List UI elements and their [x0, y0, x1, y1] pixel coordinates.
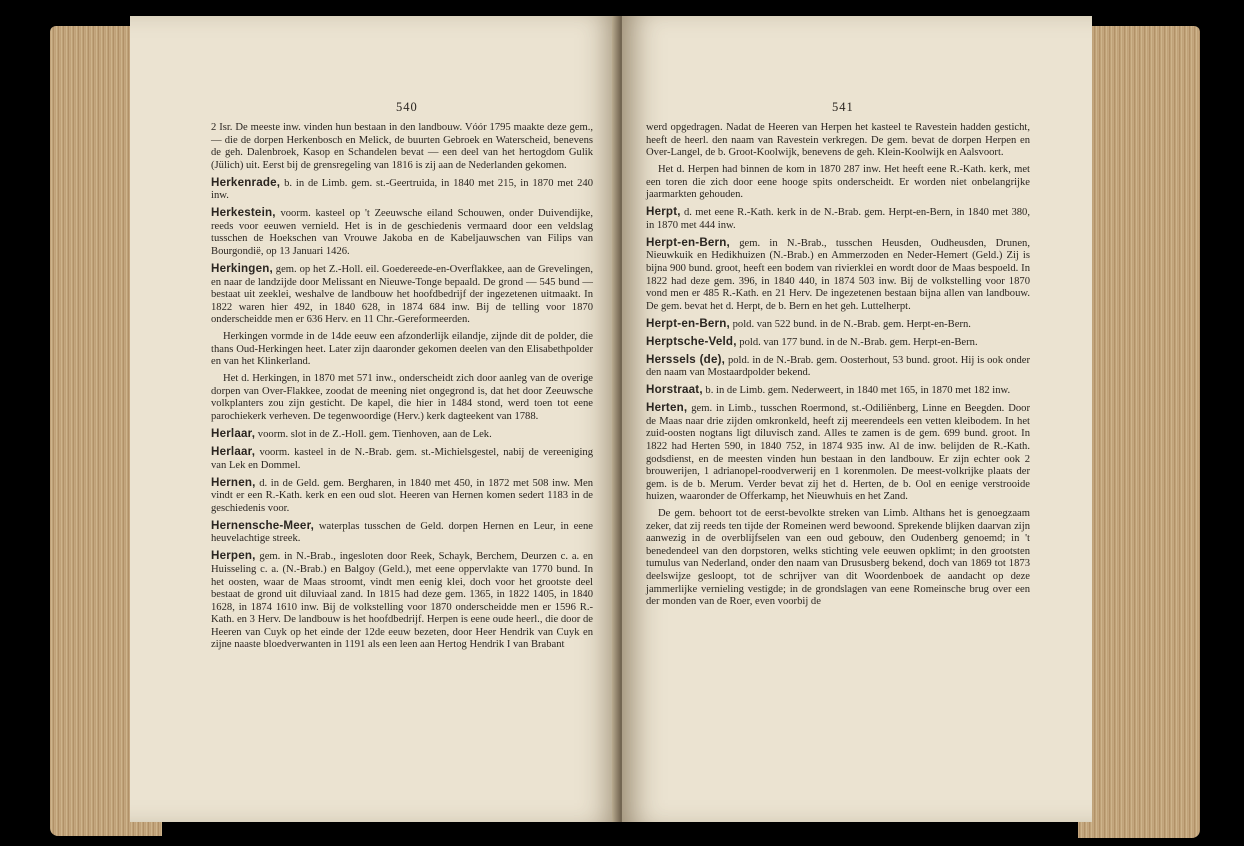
entry-headword: Herpt-en-Bern, — [646, 235, 730, 249]
book-page-edges-right — [1078, 26, 1200, 838]
entry-paragraph — [646, 384, 1030, 398]
entry-headword: Herlaar, — [211, 427, 256, 441]
entry-text: pold. in de N.-Brab. gem. Oosterhout, 53 bund. groot. Hij is ook onder den naam van Mostaardpolder bekend. — [646, 354, 1030, 379]
entry-text: b. in de Limb. gem. st.-Geertruida, in 1840 met 215, in 1870 met 240 inw. — [211, 177, 593, 202]
entry-headword: Herssels (de), — [646, 352, 726, 366]
entry-text: pold. van 177 bund. in de N.-Brab. gem. Herpt-en-Bern. — [736, 336, 978, 348]
entry-text: waterplas tusschen de Geld. dorpen Hernen en Leur, in eene heuvelachtige streek. — [211, 520, 593, 545]
entry-headword: Hernensche-Meer, — [211, 518, 315, 532]
entry-paragraph — [646, 318, 1030, 332]
entry-text: gem. in N.-Brab., tusschen Heusden, Oudheusden, Drunen, Nieuwkuik en Hedikhuizen (N.-Brab.) en Ammerzoden en Neder-Hemert (Geld.) Zij is bijna 900 bund. groot, heeft een bodem van rivierklei en wordt door de Maas bespoeld. In 1822 had deze gem. 396, in 1840 440, in 1874 503 inw. Bij de volkstelling voor 1870 vond men er 485 R.-Kath. en 21 Herv. De ingezetenen bestaan bijna allen van landbouw. De gem. bevat het d. Herpt, de b. Bern en het geh. Luttelherpt. — [646, 237, 1030, 312]
entry-headword: Herlaar, — [211, 445, 256, 459]
right-page-text — [646, 122, 1030, 613]
entry-paragraph — [211, 446, 593, 472]
entry-paragraph — [211, 177, 593, 203]
entry-text: werd opgedragen. Nadat de Heeren van Herpen het kasteel te Ravestein hadden gesticht, heeft de heerl. den naam van Ravestein verkregen. De gem. bevat de dorpen Herpen en Over-Langel, de b. Groot-Koolwijk, benevens de geh. Klein-Koolwijk en Aalsvoort. — [646, 122, 1030, 159]
entry-text: b. in de Limb. gem. Nederweert, in 1840 met 165, in 1870 met 182 inw. — [702, 385, 1011, 397]
entry-paragraph — [646, 206, 1030, 232]
entry-paragraph — [646, 402, 1030, 503]
entry-headword: Herpt-en-Bern, — [646, 316, 730, 330]
entry-text: Het d. Herkingen, in 1870 met 571 inw., onderscheidt zich door aanleg van de overige dorpen van Over-Flakkee, zoodat de meening niet ongegrond is, dat het door Zeeuwsche volkplanters zou zijn gesticht. De kapel, die hier in 1484 stond, werd toen tot eene parochiekerk verheven. De tegenwoordige (Herv.) kerk dagteekent van 1788. — [211, 373, 593, 422]
entry-paragraph — [211, 520, 593, 546]
entry-paragraph — [211, 477, 593, 516]
right-page — [622, 16, 1092, 822]
entry-headword: Horstraat, — [646, 383, 703, 397]
entry-headword: Herptsche-Veld, — [646, 334, 737, 348]
page-number: 541 — [832, 100, 854, 114]
entry-text: 2 Isr. De meeste inw. vinden hun bestaan in den landbouw. Vóór 1795 maakte deze gem., — die de dorpen Herkenbosch en Melick, de buurten Gebroek en Waterscheid, benevens de geh. Dalenbroek, Kasop en Schandelen bevat — een deel van het hertogdom Gulik (Jülich) uit. Eerst bij de grensregeling van 1816 is zij aan de Nederlanden gekomen. — [211, 122, 593, 171]
entry-paragraph — [646, 164, 1030, 202]
entry-headword: Herkingen, — [211, 261, 273, 275]
entry-paragraph — [211, 550, 593, 651]
entry-paragraph — [646, 354, 1030, 380]
entry-text: Herkingen vormde in de 14de eeuw een afzonderlijk eilandje, zijnde dit de polder, die thans Oud-Herkingen heet. Later zijn daaronder gekomen deelen van den Elisabethpolder en van het Klinkerland. — [211, 331, 593, 368]
left-page-text — [211, 122, 593, 656]
entry-paragraph — [646, 122, 1030, 160]
entry-paragraph — [211, 207, 593, 258]
entry-text: voorm. kasteel in de N.-Brab. gem. st.-Michielsgestel, nabij de vereeniging van Lek en Dommel. — [211, 447, 593, 471]
entry-headword: Herten, — [646, 401, 688, 415]
entry-text: voorm. slot in de Z.-Holl. gem. Tienhoven, aan de Lek. — [255, 429, 492, 441]
entry-paragraph — [646, 237, 1030, 313]
entry-paragraph — [646, 508, 1030, 608]
entry-paragraph — [211, 263, 593, 327]
entry-headword: Hernen, — [211, 475, 256, 489]
entry-paragraph — [211, 331, 593, 369]
entry-headword: Herpen, — [211, 549, 256, 563]
entry-text: gem. in Limb., tusschen Roermond, st.-Odiliënberg, Linne en Beegden. Door de Maas naar drie zijden omkronkeld, heeft zij meerendeels een vetten kleibodem. In het zuid-oosten nogtans ligt diluvisch zand. Alles te zamen is de gem. 699 bund. groot. In 1822 had Herten 590, in 1840 752, in 1874 935 inw. Al de inw. belijden de R.-Kath. godsdienst, en de meesten vinden hun bestaan in den landbouw. Er zijn echter ook 2 brouwerijen, 1 adrianopel-roodverwerij en 1 korenmolen. De meest-volkrijke plaats der gem. is de b. Merum. Verder bevat zij het d. Herten, de b. Ool en eenige verstrooide huizen, waaronder de Offerkamp, het Nieuwhuis en het Zand. — [646, 403, 1030, 503]
entry-paragraph — [211, 122, 593, 172]
entry-text: d. met eene R.-Kath. kerk in de N.-Brab. gem. Herpt-en-Bern, in 1840 met 380, in 1870 met 444 inw. — [646, 207, 1030, 231]
entry-paragraph — [211, 428, 593, 442]
entry-paragraph — [211, 373, 593, 423]
entry-text: pold. van 522 bund. in de N.-Brab. gem. Herpt-en-Bern. — [729, 318, 971, 330]
entry-text: gem. op het Z.-Holl. eil. Goedereede-en-Overflakkee, aan de Grevelingen, en naar de landzijde door Melissant en Nieuwe-Tonge bepaald. De grond — 545 bund — bestaat uit zeeklei, weshalve de landbouw het hoofdbedrijf der ingezetenen uitmaakt. In 1822 waren hier 492, in 1840 628, in 1874 684 inw. Bij de telling voor 1870 onderscheidde men er 636 Herv. en 11 Chr.-Gereformeerden. — [211, 263, 593, 326]
entry-headword: Herkestein, — [211, 206, 276, 220]
entry-paragraph — [646, 336, 1030, 350]
entry-text: gem. in N.-Brab., ingesloten door Reek, Schayk, Berchem, Deurzen c. a. en Huisseling c. a. (N.-Brab.) en Balgoy (Geld.), met eene oppervlakte van 1770 bund. In het oosten, waar de Maas stroomt, vindt men eenig klei, doch voor het grootste deel bestaat de grond uit diluviaal zand. In 1815 had deze gem. 1365, in 1822 1405, in 1840 1628, in 1874 1610 inw. Bij de volkstelling voor 1870 onderscheidde men er 1596 R.-Kath. en 3 Herv. De landbouw is het hoofdbedrijf. Herpen is eene oude heerl., die door de Heeren van Cuyk op het einde der 12de eeuw bezeten, door Heer Hendrik van Cuyk en zijne naaste bloedverwanten in 1191 als een leen aan Hertog Hendrik I van Brabant — [211, 551, 593, 651]
entry-text: Het d. Herpen had binnen de kom in 1870 287 inw. Het heeft eene R.-Kath. kerk, met een toren die zich door eene hooge spits onderscheidt. Er worden niet onbelangrijke jaarmarkten gehouden. — [646, 164, 1030, 201]
entry-headword: Herpt, — [646, 205, 681, 219]
page-number: 540 — [396, 100, 418, 114]
entry-text: voorm. kasteel op 't Zeeuwsche eiland Schouwen, onder Duivendijke, reeds voor eeuwen vernield. Het is in de geschiedenis vermaard door een veldslag tusschen de Hoekschen van Vrouwe Jakoba en de Kabeljauwschen van Filips van Bourgondië, op 13 Januari 1426. — [211, 208, 593, 257]
entry-text: d. in de Geld. gem. Bergharen, in 1840 met 450, in 1872 met 508 inw. Men vindt er een R.-Kath. kerk en een oud slot. Heeren van Hernen komen sedert 1183 in de geschiedenis voor. — [211, 477, 593, 514]
entry-text: De gem. behoort tot de eerst-bevolkte streken van Limb. Althans het is genoegzaam zeker, dat zij reeds ten tijde der Romeinen werd bewoond. Sprekende blijken daarvan zijn aanwezig in de overblijfselen van een oud gebouw, den Oudenberg genoemd; in 't benedendeel van den dorpstoren, welks stichting vele eeuwen opklimt; in den grootsten tumulus van Nederland, onder den naam van Drususberg bekend, doch van 1869 tot 1873 deelswijze gesloopt, tot de schrijver van dit Woordenboek de aandacht op deze jammerlijke vernieling vestigde; in de grondslagen van eene Romeinsche brug over een der monden van de Roer, even voorbij de — [646, 508, 1030, 608]
left-page — [130, 16, 620, 822]
entry-headword: Herkenrade, — [211, 175, 281, 189]
